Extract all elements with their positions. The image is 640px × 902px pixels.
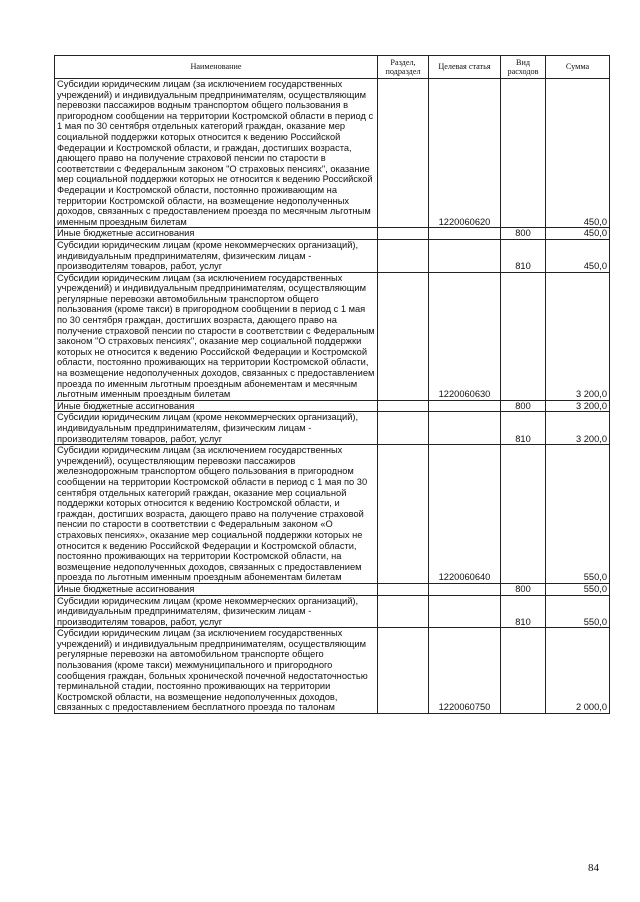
row-name-cell: Иные бюджетные ассигнования: [55, 583, 378, 595]
row-kind-cell: [501, 79, 546, 228]
header-section: Раздел, подраздел: [378, 56, 429, 79]
row-kind-cell: 800: [501, 583, 546, 595]
row-kind-cell: [501, 272, 546, 400]
row-section-cell: [378, 400, 429, 412]
row-name-cell: Иные бюджетные ассигнования: [55, 228, 378, 240]
row-sum-cell: 550,0: [546, 445, 610, 584]
row-section-cell: [378, 583, 429, 595]
row-sum-cell: 550,0: [546, 595, 610, 628]
row-article-cell: 1220060630: [429, 272, 501, 400]
row-sum-cell: 2 000,0: [546, 628, 610, 714]
table-row: [55, 445, 610, 584]
page-number: 84: [588, 862, 599, 874]
table-row: [55, 400, 610, 412]
row-sum-cell: 550,0: [546, 583, 610, 595]
header-kind: Вид расходов: [501, 56, 546, 79]
row-name-cell: Субсидии юридическим лицам (за исключением государственных учреждений), осуществляющим перевозки пассажиров железнодорожным транспортом общего пользования в пригородном сообщении на территории Костромской области в период с 1 мая по 30 сентября отдельных категорий граждан, оказание мер социальной поддержки которых относится к ведению Костромской области, и граждан, достигших возраста, дающего право на получение страховой пенсии по старости в соответствии с Федеральным законом «О страховых пенсиях», оказание мер социальной поддержки которых не относится к ведению Российской Федерации и Костромской области, постоянно проживающих на территории Костромской области, на возмещение недополученных доходов, связанных с предоставлением проезда по льготным именным проездным абонементам билетам: [55, 445, 378, 584]
row-section-cell: [378, 412, 429, 445]
row-name-cell: Субсидии юридическим лицам (кроме некоммерческих организаций), индивидуальным предпринимателям, физическим лицам - производителям товаров, работ, услуг: [55, 239, 378, 272]
row-kind-cell: 810: [501, 595, 546, 628]
row-kind-cell: 800: [501, 400, 546, 412]
row-kind-cell: [501, 445, 546, 584]
row-article-cell: [429, 228, 501, 240]
row-sum-cell: 3 200,0: [546, 412, 610, 445]
table-row: [55, 239, 610, 272]
row-sum-cell: 450,0: [546, 228, 610, 240]
row-article-cell: [429, 239, 501, 272]
row-kind-cell: 810: [501, 239, 546, 272]
row-article-cell: [429, 400, 501, 412]
row-article-cell: [429, 595, 501, 628]
row-name-cell: Субсидии юридическим лицам (кроме некоммерческих организаций), индивидуальным предпринимателям, физическим лицам - производителям товаров, работ, услуг: [55, 412, 378, 445]
row-sum-cell: 450,0: [546, 239, 610, 272]
table-header-row: [55, 56, 610, 79]
row-article-cell: 1220060750: [429, 628, 501, 714]
row-section-cell: [378, 239, 429, 272]
row-article-cell: [429, 412, 501, 445]
row-kind-cell: [501, 628, 546, 714]
row-name-cell: Иные бюджетные ассигнования: [55, 400, 378, 412]
row-sum-cell: 450,0: [546, 79, 610, 228]
table-row: [55, 228, 610, 240]
header-sum: Сумма: [546, 56, 610, 79]
header-article: Целевая статья: [429, 56, 501, 79]
budget-table: [54, 55, 610, 714]
table-row: [55, 595, 610, 628]
header-name: Наименование: [55, 56, 378, 79]
row-section-cell: [378, 228, 429, 240]
table-row: [55, 272, 610, 400]
table-row: [55, 412, 610, 445]
row-kind-cell: 810: [501, 412, 546, 445]
table-row: [55, 628, 610, 714]
row-name-cell: Субсидии юридическим лицам (за исключением государственных учреждений) и индивидуальным предпринимателям, осуществляющим перевозки пассажиров водным транспортом общего пользования в пригородном сообщении на территории Костромской области в период с 1 мая по 30 сентября отдельных категорий граждан, оказание мер социальной поддержки которых относится к ведению Российской Федерации и Костромской области, и граждан, достигших возраста, дающего право на получение страховой пенсии по старости в соответствии с Федеральным законом "О страховых пенсиях", оказание мер социальной поддержки которых не относится к ведению Российской Федерации и Костромской области, постоянно проживающим на территории Костромской области, на возмещение недополученных доходов, связанных с предоставлением проезда по месячным льготным именным проездным билетам: [55, 79, 378, 228]
row-section-cell: [378, 595, 429, 628]
row-name-cell: Субсидии юридическим лицам (за исключением государственных учреждений) и индивидуальным предпринимателям, осуществляющим регулярные перевозки автомобильным транспортом общего пользования (кроме такси) в пригородном сообщении в период с 1 мая по 30 сентября граждан, достигших возраста, дающего право на получение страховой пенсии по старости в соответствии с Федеральным законом "О страховых пенсиях", оказание мер социальной поддержки которых не относится к ведению Российской Федерации и Костромской области, постоянно проживающих на территории Костромской области, на возмещение недополученных доходов, связанных с предоставлением проезда по именным льготным проездным абонементам и месячным льготным именным проездным билетам: [55, 272, 378, 400]
row-section-cell: [378, 79, 429, 228]
row-article-cell: 1220060640: [429, 445, 501, 584]
row-kind-cell: 800: [501, 228, 546, 240]
row-section-cell: [378, 272, 429, 400]
row-name-cell: Субсидии юридическим лицам (кроме некоммерческих организаций), индивидуальным предпринимателям, физическим лицам - производителям товаров, работ, услуг: [55, 595, 378, 628]
row-sum-cell: 3 200,0: [546, 400, 610, 412]
row-article-cell: 1220060620: [429, 79, 501, 228]
row-name-cell: Субсидии юридическим лицам (за исключением государственных учреждений) и индивидуальным предпринимателям, осуществляющим регулярные перевозки на автомобильном транспорте общего пользования (кроме такси) межмуниципального и пригородного сообщения граждан, больных хронической почечной недостаточностью терминальной стадии, постоянно проживающих на территории Костромской области, на возмещение недополученных доходов, связанных с предоставлением бесплатного проезда по талонам: [55, 628, 378, 714]
table-row: [55, 583, 610, 595]
row-sum-cell: 3 200,0: [546, 272, 610, 400]
row-section-cell: [378, 445, 429, 584]
row-article-cell: [429, 583, 501, 595]
table-row: [55, 79, 610, 228]
row-section-cell: [378, 628, 429, 714]
